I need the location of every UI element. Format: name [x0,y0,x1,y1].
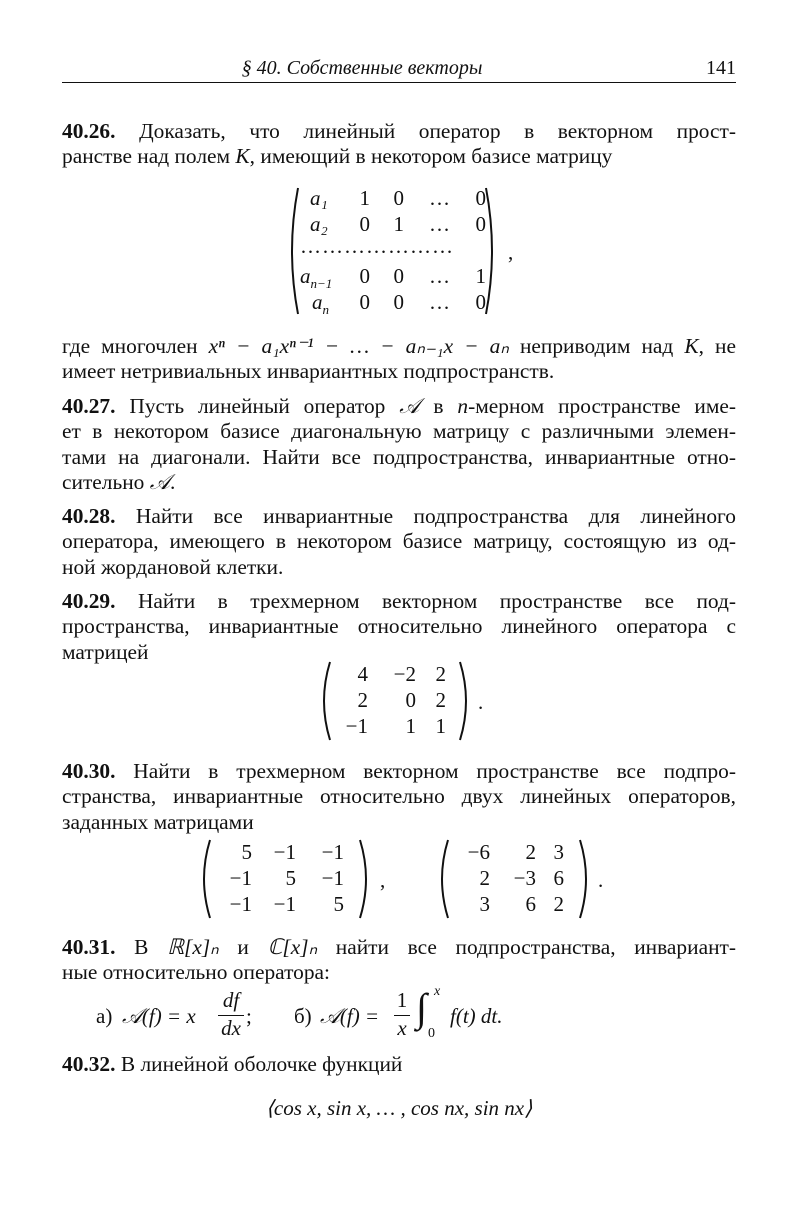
problem-40-32-text: 40.32. В линейной оболочке функций [62,1052,403,1076]
polynomial: xⁿ − a₁xⁿ⁻¹ − … − aₙ₋₁x − aₙ [208,334,509,358]
problem-number: 40.31. [62,935,116,959]
integral-upper-limit: x [434,984,441,999]
matrix-cell: 5 [285,866,296,890]
matrix-cell: … [429,290,450,314]
matrix-cell: −1 [321,866,344,890]
matrix-cell: 1 [393,212,404,236]
problem-number: 40.29. [62,589,116,613]
linear-span-formula: ⟨cos x, sin x, … , cos nx, sin nx⟩ [265,1096,533,1120]
problem-number: 40.30. [62,759,116,783]
matrix-cell: 1 [405,714,416,738]
matrix-cell: a₂ [310,212,328,236]
trailing-period: . [598,868,604,892]
problem-40-27-text: 40.27. Пусть линейный оператор 𝒜 в n-мерном пространстве име- ет в некотором базисе диагональную матрицу с различными элемен- тами на диагонали. Найти все подпространства, инвариантные отно- сительно 𝒜. [62,394,737,495]
matrix-cell: 0 [393,264,404,288]
formula-lhs: 𝒜(f) = [320,1004,380,1028]
matrix-cell: 0 [359,290,370,314]
problem-40-30-matrix-b [434,838,594,920]
right-paren [458,660,474,742]
left-paren [434,838,450,920]
matrix-cell: $a_n$ [312,290,329,318]
problem-number: 40.32. [62,1052,116,1076]
problem-40-26-matrix [284,186,500,316]
trailing-comma: , [508,240,514,264]
matrix-cell: a₁ [310,186,328,210]
integral-sign: ∫ [416,985,427,1030]
problem-40-28-text: 40.28. Найти все инвариантные подпространства для линейного оператора, имеющего в некотором базисе матрицу, состоящую из од- ной жордановой клетки. [62,504,736,579]
problem-number: 40.28. [62,504,116,528]
left-paren [196,838,212,920]
right-paren [484,186,500,316]
problem-40-30-text: 40.30. Найти в трехмерном векторном пространстве все подпро- странства, инвариантные относительно двух линейных операторов, заданных матрицами [62,759,736,834]
running-header [62,54,736,83]
right-paren [358,838,374,920]
matrix-cell: 0 [359,212,370,236]
problem-40-29-text: 40.29. Найти в трехмерном векторном пространстве все под- пространства, инвариантные относительно линейного оператора с матрицей [62,589,736,664]
formula-label: а) [96,1004,113,1028]
matrix-cell: −2 [393,662,416,686]
formula-lhs: 𝒜(f) = x [122,1004,196,1028]
matrix-cell: −1 [321,840,344,864]
right-paren [578,838,594,920]
matrix-cell: 2 [435,688,446,712]
matrix-cell: 2 [525,840,536,864]
matrix-cell: 0 [475,290,486,314]
page-number: 141 [706,57,736,79]
matrix-cell: 6 [553,866,564,890]
matrix-cell: 0 [475,212,486,236]
matrix-cell: 2 [357,688,368,712]
matrix-cell: −1 [229,866,252,890]
matrix-cell: 1 [475,264,486,288]
problem-40-26-text: 40.26. Доказать, что линейный оператор в векторном прост- ранстве над полем K, имеющий в некотором базисе матрицу [62,119,736,169]
trailing-period: . [478,690,484,714]
matrix-cell: 1 [435,714,446,738]
fraction-denominator: x [397,1016,407,1040]
matrix-cell: 2 [553,892,564,916]
matrix-cell: $a_{n-1}$ [300,264,333,292]
problem-number: 40.26. [62,119,116,143]
matrix-separator-comma: , [380,868,386,892]
fraction-denominator: dx [221,1016,241,1040]
problem-40-31-text: 40.31. В ℝ[x]ₙ и ℂ[x]ₙ найти все подпространства, инвариант- ные относительно оператора: [62,935,736,985]
matrix-cell: 4 [357,662,368,686]
matrix-cell: 2 [479,866,490,890]
integrand: f(t) dt. [450,1004,503,1028]
formula-b [294,986,534,1044]
matrix-cell: −3 [513,866,536,890]
matrix-cell: −1 [273,892,296,916]
matrix-cell: … [429,186,450,210]
fraction-numerator: 1 [396,988,408,1012]
integral-lower-limit: 0 [428,1026,435,1041]
formula-a [96,990,286,1040]
matrix-cell: 3 [479,892,490,916]
matrix-cell: 0 [359,264,370,288]
left-paren [316,660,332,742]
matrix-cell: 5 [241,840,252,864]
matrix-cell: −1 [273,840,296,864]
matrix-cell: 1 [359,186,370,210]
fraction-numerator: df [222,988,240,1012]
section-title: § 40. Собственные векторы [241,57,483,79]
formula-label: б) [294,1004,312,1028]
matrix-cell: 0 [393,186,404,210]
matrix-cell: −1 [345,714,368,738]
problem-40-29-matrix [316,660,474,742]
matrix-cell: … [429,264,450,288]
matrix-cell: 2 [435,662,446,686]
problem-40-26-tail: где многочлен xⁿ − a₁xⁿ⁻¹ − … − aₙ₋₁x − aₙ неприводим над K, не имеет нетривиальных инвариантных подпространств. [62,334,736,384]
matrix-cell: −6 [467,840,490,864]
problem-40-30-matrix-a [196,838,374,920]
matrix-cell: 0 [405,688,416,712]
left-paren [284,186,300,316]
matrix-cell: 0 [393,290,404,314]
matrix-cell: −1 [229,892,252,916]
matrix-cell: … [429,212,450,236]
matrix-dots-row: ………………… [300,234,454,258]
matrix-cell: 6 [525,892,536,916]
matrix-cell: 5 [333,892,344,916]
matrix-cell: 0 [475,186,486,210]
matrix-cell: 3 [553,840,564,864]
formula-end: ; [246,1004,252,1028]
problem-number: 40.27. [62,394,116,418]
